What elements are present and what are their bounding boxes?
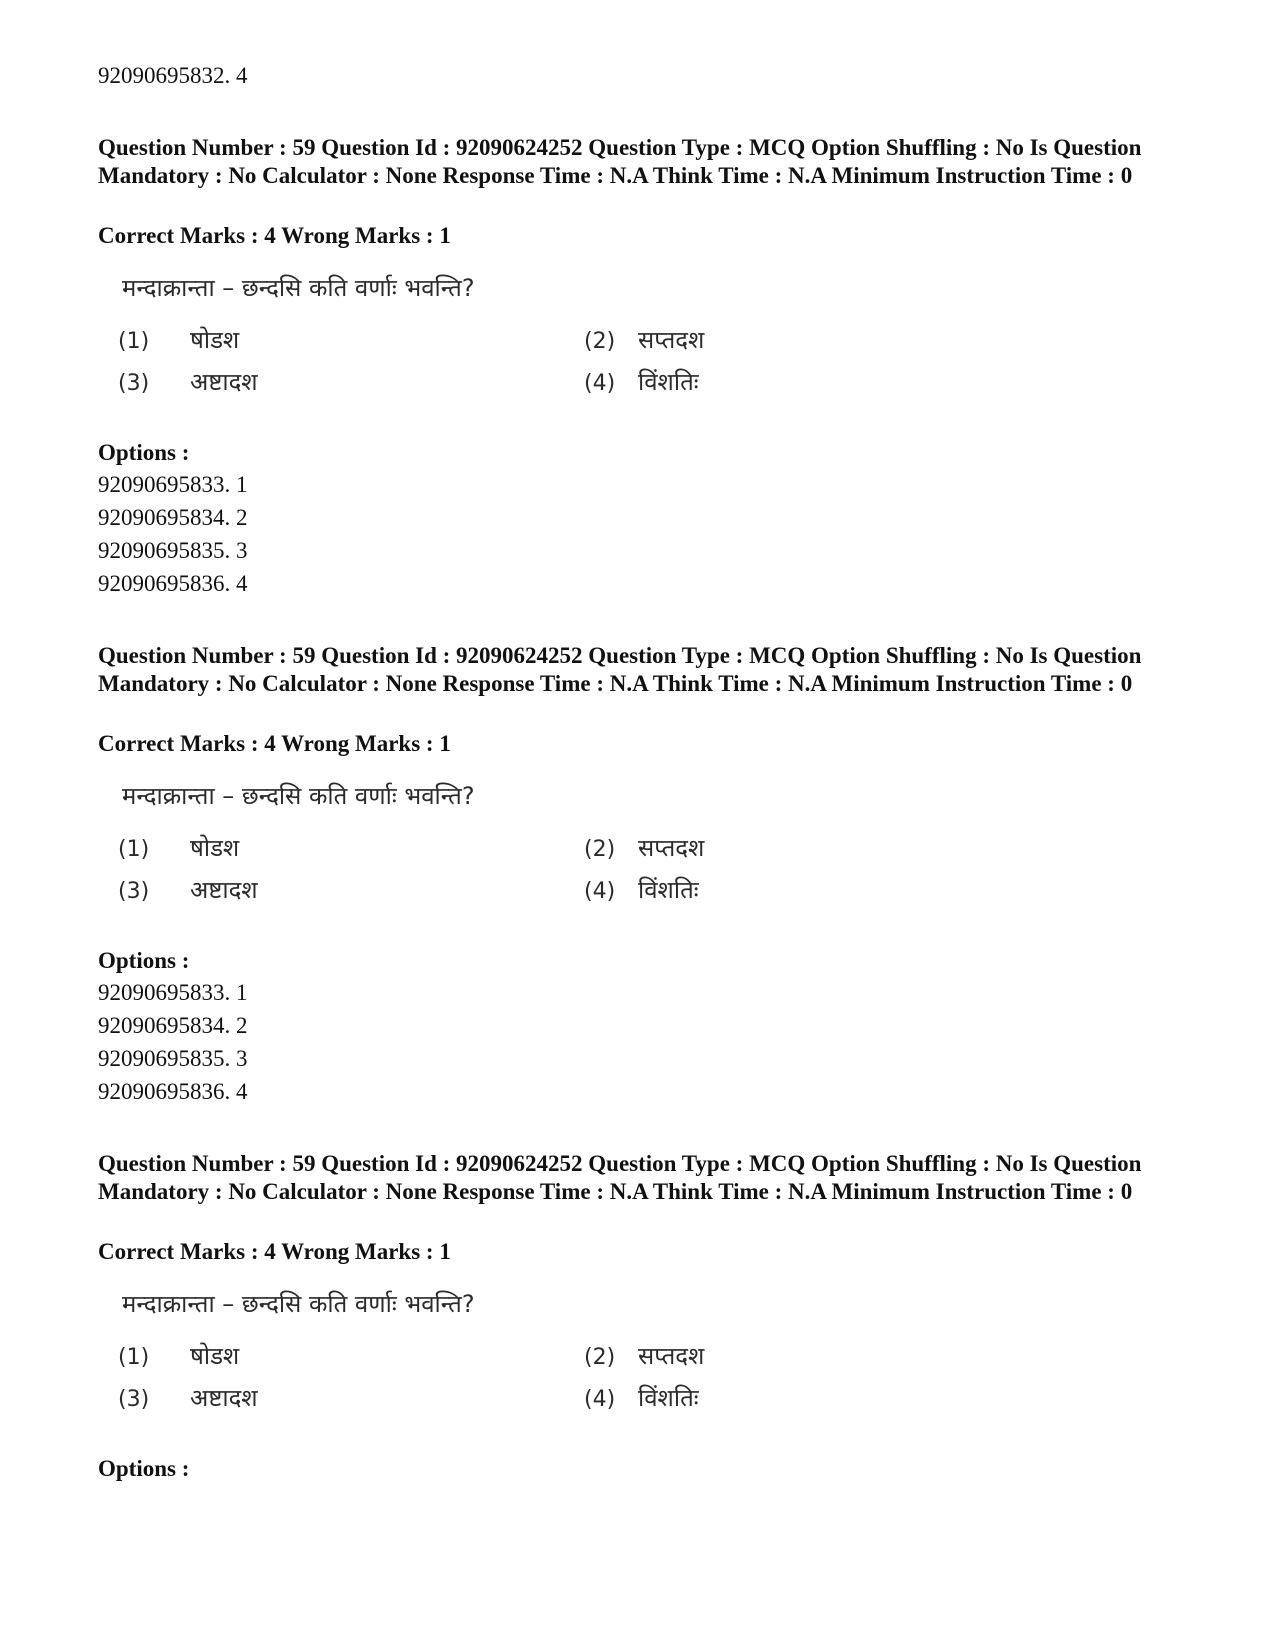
choice-number-3: (3) (118, 1387, 150, 1412)
choice-text-3: अष्टादश (190, 1384, 258, 1412)
choice-number-3: (3) (118, 879, 150, 904)
choice-number-4: (4) (584, 1387, 616, 1412)
choice-text-4: विंशतिः (638, 1384, 699, 1412)
question-image (118, 273, 758, 413)
choice-text-4: विंशतिः (638, 876, 699, 904)
question-text: मन्दाक्रान्ता – छन्दसि कति वर्णाः भवन्ति? (122, 1290, 475, 1318)
question-text: मन्दाक्रान्ता – छन्दसि कति वर्णाः भवन्ति? (122, 274, 475, 302)
choice-number-1: (1) (118, 837, 150, 862)
question-image (118, 781, 758, 921)
option-line: 92090695836. 4 (98, 1079, 248, 1104)
choice-text-1: षोडश (190, 834, 240, 862)
previous-option-line: 92090695832. 4 (98, 63, 248, 88)
option-line: 92090695834. 2 (98, 505, 248, 530)
choice-number-2: (2) (584, 1345, 616, 1370)
choice-text-1: षोडश (190, 326, 240, 354)
options-heading: Options : (98, 1456, 190, 1481)
options-heading: Options : (98, 948, 190, 973)
option-line: 92090695833. 1 (98, 980, 248, 1005)
choice-text-3: अष्टादश (190, 368, 258, 396)
choice-text-1: षोडश (190, 1342, 240, 1370)
option-line: 92090695834. 2 (98, 1013, 248, 1038)
choice-number-1: (1) (118, 1345, 150, 1370)
marks-line: Correct Marks : 4 Wrong Marks : 1 (98, 731, 451, 756)
option-line: 92090695833. 1 (98, 472, 248, 497)
choice-text-2: सप्तदश (638, 834, 705, 862)
question-meta: Question Number : 59 Question Id : 92090624252 Question Type : MCQ Option Shuffling : No Is Question Mandatory : No Calculator : None Response Time : N.A Think Time : N.A Minimum Instruction Time : 0 (98, 135, 1142, 188)
choice-text-4: विंशतिः (638, 368, 699, 396)
marks-line: Correct Marks : 4 Wrong Marks : 1 (98, 1239, 451, 1264)
question-image (118, 1289, 758, 1429)
choice-number-4: (4) (584, 879, 616, 904)
choice-number-2: (2) (584, 837, 616, 862)
choice-number-4: (4) (584, 371, 616, 396)
choice-number-1: (1) (118, 329, 150, 354)
options-heading: Options : (98, 440, 190, 465)
choice-number-2: (2) (584, 329, 616, 354)
choice-number-3: (3) (118, 371, 150, 396)
question-meta: Question Number : 59 Question Id : 92090624252 Question Type : MCQ Option Shuffling : No Is Question Mandatory : No Calculator : None Response Time : N.A Think Time : N.A Minimum Instruction Time : 0 (98, 1151, 1142, 1204)
choice-text-3: अष्टादश (190, 876, 258, 904)
question-text: मन्दाक्रान्ता – छन्दसि कति वर्णाः भवन्ति? (122, 782, 475, 810)
choice-text-2: सप्तदश (638, 326, 705, 354)
option-line: 92090695835. 3 (98, 538, 248, 563)
choice-text-2: सप्तदश (638, 1342, 705, 1370)
marks-line: Correct Marks : 4 Wrong Marks : 1 (98, 223, 451, 248)
question-meta: Question Number : 59 Question Id : 92090624252 Question Type : MCQ Option Shuffling : No Is Question Mandatory : No Calculator : None Response Time : N.A Think Time : N.A Minimum Instruction Time : 0 (98, 643, 1142, 696)
option-line: 92090695836. 4 (98, 571, 248, 596)
option-line: 92090695835. 3 (98, 1046, 248, 1071)
